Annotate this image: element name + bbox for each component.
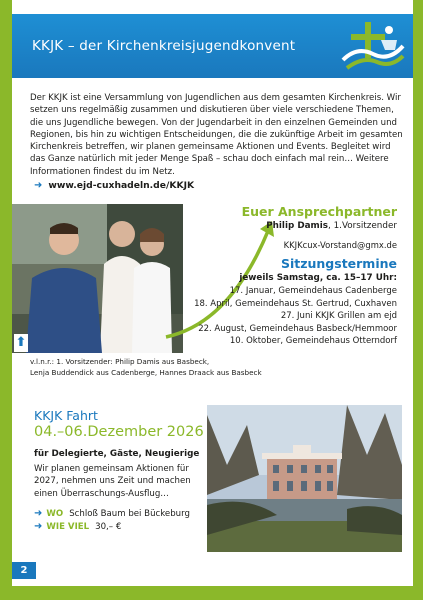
- arrow-right-icon: ➜: [34, 180, 43, 191]
- contact-email[interactable]: KKJKcux-Vorstand@gmx.de: [283, 240, 397, 250]
- contact-name-line: [266, 221, 397, 231]
- group-photo: [12, 204, 183, 353]
- caption-line: v.l.n.r.: 1. Vorsitzender: Philip Damis aus Basbeck,: [30, 357, 210, 366]
- website-link-row[interactable]: [34, 180, 194, 191]
- dates-list: [194, 285, 397, 348]
- dates-heading: Sitzungstermine: [280, 256, 397, 271]
- castle-illustration: [207, 405, 402, 552]
- trip-audience: für Delegierte, Gäste, Neugierige: [34, 449, 200, 459]
- contact-role: , 1.Vorsitzender: [327, 221, 397, 231]
- contact-heading: Euer Ansprechpartner: [241, 204, 397, 219]
- date-item: 27. Juni KKJK Grillen am ejd: [280, 311, 397, 322]
- date-item: 10. Oktober, Gemeindehaus Otterndorf: [229, 336, 397, 347]
- photo-caption: [30, 356, 262, 378]
- page-number: 2: [12, 562, 36, 579]
- arrow-right-icon: ➜: [34, 508, 43, 519]
- bottom-frame-bar: [0, 586, 423, 600]
- cost-value: 30,– €: [95, 521, 122, 532]
- trip-title: KKJK Fahrt: [34, 408, 98, 423]
- date-item: 22. August, Gemeindehaus Basbeck/Hemmoor: [198, 323, 397, 334]
- where-value: Schloß Baum bei Bückeburg: [69, 508, 190, 519]
- castle-photo: [207, 405, 402, 552]
- arrow-right-icon: ➜: [34, 521, 43, 532]
- caption-line: Lenja Buddendick aus Cadenberge, Hannes Draack aus Basbeck: [30, 368, 262, 377]
- dates-subheading: jeweils Samstag, ca. 15–17 Uhr:: [239, 273, 397, 283]
- date-item: 18. April, Gemeindehaus St. Gertrud, Cuxhaven: [194, 298, 397, 309]
- ejd-logo-icon: [337, 16, 407, 76]
- right-frame-bar: [413, 0, 423, 600]
- trip-location-row: [34, 508, 190, 519]
- trip-date: 04.–06.Dezember 2026: [34, 424, 204, 440]
- left-frame-bar: [0, 0, 12, 600]
- contact-name: Philip Damis: [266, 221, 328, 231]
- photo-illustration: [12, 204, 183, 353]
- header-banner: [12, 14, 413, 78]
- date-item: 17. Januar, Gemeindehaus Cadenberge: [229, 286, 397, 296]
- intro-paragraph: Der KKJK ist eine Versammlung von Jugendlichen aus dem gesamten Kirchenkreis. Wir setzen uns regelmäßig zusammen und diskutieren über viele verschiedene Themen, die uns Jugendliche bewegen. Von der Jugendarbeit in den einzelnen Gemeinden und Regionen, bis hin zu wichtigen Entscheidungen, die die zukünftige Arbeit im gesamten Kirchenkreis betreffen, wir planen gemeinsame Aktionen und Events. Begleitet wird das Ganze natürlich mit jeder Menge Spaß – schau doch einfach mal rein… Weitere Informationen findest du im Netz.: [30, 93, 403, 177]
- trip-description: Wir planen gemeinsam Aktionen für 2027, nehmen uns Zeit und machen einen Überraschungs-Ausflug…: [34, 464, 191, 499]
- page-title: KKJK – der Kirchenkreisjugendkonvent: [32, 38, 296, 54]
- arrow-up-icon: ⬆: [15, 335, 27, 350]
- where-label: WO: [46, 508, 64, 519]
- trip-cost-row: [34, 521, 121, 532]
- cost-label: WIE VIEL: [46, 521, 90, 532]
- website-link[interactable]: www.ejd-cuxhadeln.de/KKJK: [48, 180, 195, 191]
